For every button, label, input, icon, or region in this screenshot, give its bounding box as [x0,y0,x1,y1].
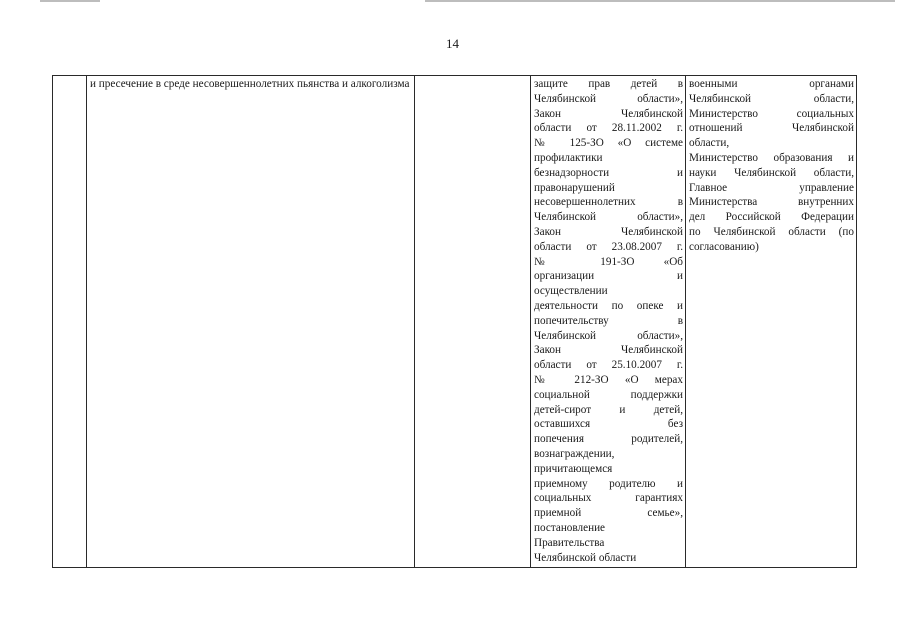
legal-basis-line: защите прав детей в [534,78,683,90]
scan-artifact-left [40,0,100,2]
legal-basis-line: Челябинской области [534,551,637,564]
legal-basis-line: несовершеннолетних в [534,196,683,209]
legal-basis-line: попечительству в [534,314,683,327]
executor-line: Министерство социальных [689,107,854,120]
legal-basis-line: области от 28.11.2002 г. [534,122,683,135]
executor-line: науки Челябинской области, [689,166,854,179]
legal-basis-line: Челябинской области», [534,211,683,224]
legal-basis-line: социальных гарантиях [534,492,683,505]
scan-artifact-right [425,0,895,2]
legal-basis-line: правонарушений [534,181,615,194]
page-number: 14 [446,36,459,51]
legal-basis-line: № 212-ЗО «О мерах [534,373,683,386]
legal-basis-line: Правительства [534,536,605,549]
legal-basis-line: № 125-ЗО «О системе [534,137,683,150]
legal-basis-line: приемному родителю и [534,477,683,490]
legal-basis-line: организации и [534,270,683,283]
legal-basis-line: области от 25.10.2007 г. [534,359,683,372]
legal-basis-line: осуществлении [534,285,608,298]
executors-cell [686,76,857,568]
legal-basis-line: № 191-ЗО «Об [534,255,683,268]
executor-line: отношений Челябинской [689,122,854,135]
executor-line: согласованию) [689,240,759,253]
legal-basis-line: безнадзорности и [534,166,683,179]
executor-line: Министерство образования и [689,151,854,164]
legal-basis-line: профилактики [534,151,603,164]
legal-basis-line: попечения родителей, [534,433,683,446]
number-cell [53,76,87,568]
executor-line: Министерства внутренних [689,196,854,209]
legal-basis-line: оставшихся без [534,418,683,431]
legal-basis-line: приемной семье», [534,507,683,520]
executor-line: Челябинской области, [689,92,854,105]
legal-basis-line: Челябинской области», [534,329,683,342]
legal-basis-line: Закон Челябинской [534,344,683,357]
measures-table [52,75,857,568]
executor-line: по Челябинской области (по [689,225,854,238]
executor-line: Главное управление [689,181,854,194]
term-cell [415,76,531,568]
executor-line: области, [689,137,730,150]
legal-basis-cell [531,76,686,568]
legal-basis-line: причитающемся [534,462,613,475]
executor-line: дел Российской Федерации [689,211,854,224]
legal-basis-line: Челябинской области», [534,92,683,105]
legal-basis-line: области от 23.08.2007 г. [534,240,683,253]
executor-line: военными органами [689,78,854,90]
table-row [53,76,857,568]
legal-basis-line: деятельности по опеке и [534,299,683,312]
legal-basis-line: социальной поддержки [534,388,683,401]
legal-basis-line: Закон Челябинской [534,225,683,238]
legal-basis-line: детей-сирот и детей, [534,403,683,416]
event-cell: и пресечение в среде несовершеннолетних пьянства и алкоголизма [87,76,415,568]
legal-basis-line: вознаграждении, [534,447,615,460]
legal-basis-line: Закон Челябинской [534,107,683,120]
legal-basis-line: постановление [534,521,606,534]
